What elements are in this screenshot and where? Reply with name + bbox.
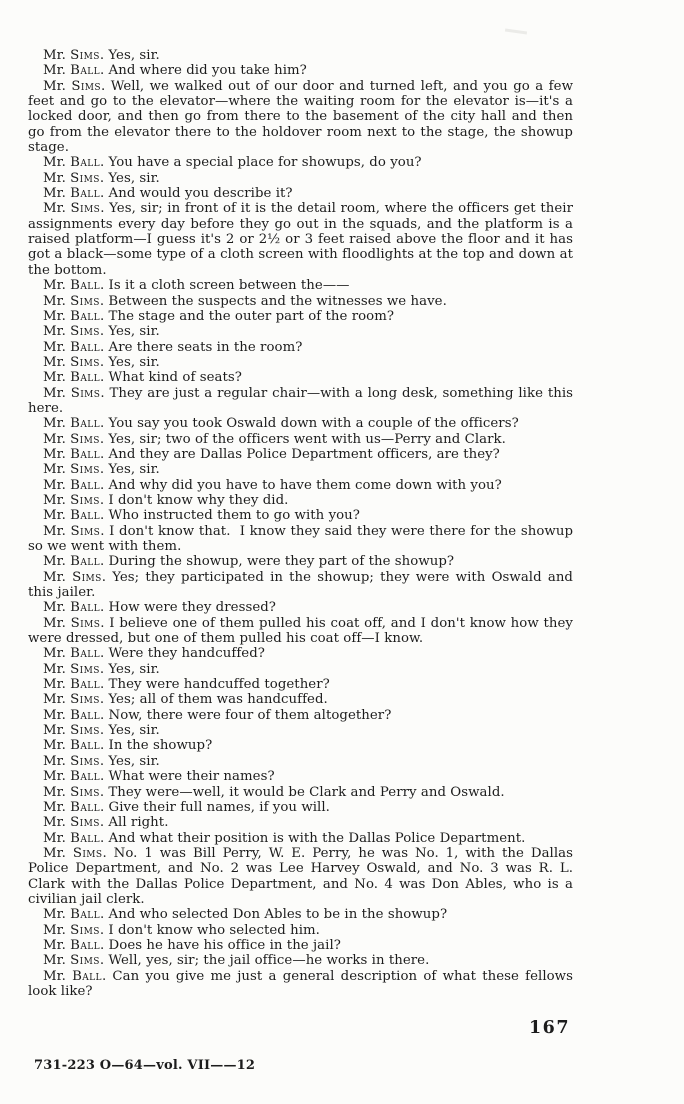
speaker-surname: Sims [70, 170, 100, 186]
speaker-prefix: Mr. [43, 953, 66, 969]
dialogue-paragraph [28, 600, 573, 615]
speech-text: . Does he have his office in the jail? [100, 937, 341, 953]
dialogue-paragraph [28, 508, 573, 523]
speech-text: . Yes, sir. [99, 661, 160, 677]
speaker-surname: Ball [70, 677, 100, 693]
speech-text: . I don't know who selected him. [99, 922, 320, 938]
speech-text: . And where did you take him? [100, 63, 307, 79]
speaker-prefix: Mr. [43, 937, 66, 953]
dialogue-paragraph [28, 416, 573, 431]
dialogue-paragraph [28, 524, 573, 555]
speaker-prefix: Mr. [43, 63, 66, 79]
speaker-surname: Ball [70, 446, 100, 462]
speaker-name [43, 79, 101, 94]
speech-text: . Yes, sir. [99, 753, 160, 769]
speaker-prefix: Mr. [43, 278, 66, 294]
speaker-surname: Sims [70, 661, 100, 677]
dialogue-paragraph [28, 907, 573, 922]
dialogue-paragraph [28, 370, 573, 385]
speaker-prefix: Mr. [43, 324, 66, 340]
speaker-name [43, 340, 100, 355]
speaker-name [43, 63, 100, 78]
dialogue-paragraph [28, 462, 573, 477]
speech-text: . Yes, sir. [99, 462, 160, 478]
speech-text: . You have a special place for showups, do you? [100, 155, 422, 171]
speech-text: . Yes, sir. [99, 48, 160, 63]
speaker-name [43, 692, 100, 707]
speaker-prefix: Mr. [43, 523, 66, 539]
speaker-name [43, 493, 100, 508]
speaker-name [43, 432, 100, 447]
speech-text: . I don't know why they did. [99, 492, 289, 508]
speaker-surname: Ball [70, 707, 100, 723]
dialogue-paragraph [28, 340, 573, 355]
speaker-name [43, 769, 100, 784]
dialogue-paragraph [28, 831, 573, 846]
dialogue-paragraph [28, 769, 573, 784]
speaker-prefix: Mr. [43, 615, 66, 631]
dialogue-paragraph [28, 969, 573, 1000]
page-number: 167 [529, 1018, 571, 1038]
speaker-surname: Sims [70, 354, 100, 370]
dialogue-paragraph [28, 785, 573, 800]
speaker-surname: Sims [70, 922, 100, 938]
speaker-name [43, 201, 100, 216]
speaker-prefix: Mr. [43, 569, 66, 585]
speaker-prefix: Mr. [43, 477, 66, 493]
speech-text: . And why did you have to have them come down with you? [100, 477, 502, 493]
speech-text: . I don't know that. I know they said they were there for the showup so we went with them. [28, 523, 574, 554]
speech-text: . Well, yes, sir; the jail office—he works in there. [99, 953, 430, 969]
speaker-surname: Ball [70, 554, 100, 570]
dialogue-paragraph [28, 923, 573, 938]
speech-text: . They are just a regular chair—with a long desk, something like this here. [28, 385, 573, 416]
dialogue-paragraph [28, 478, 573, 493]
speaker-name [43, 309, 100, 324]
speaker-name [43, 155, 100, 170]
speaker-prefix: Mr. [43, 738, 66, 754]
dialogue-paragraph [28, 738, 573, 753]
speaker-name [43, 907, 100, 922]
dialogue-paragraph [28, 815, 573, 830]
speaker-name [43, 186, 100, 201]
speech-text: . Who instructed them to go with you? [100, 508, 360, 524]
dialogue-paragraph [28, 723, 573, 738]
speaker-prefix: Mr. [43, 446, 66, 462]
dialogue-paragraph [28, 646, 573, 661]
speaker-prefix: Mr. [43, 293, 66, 309]
speaker-name [43, 815, 100, 830]
dialogue-paragraph [28, 846, 573, 907]
speaker-surname: Sims [70, 753, 100, 769]
speaker-prefix: Mr. [43, 799, 66, 815]
speech-text: . Well, we walked out of our door and turned left, and you go a few feet and go to the elevator—where the waiting room for the elevator is—it's a locked door, and then go from there to the basement of the city hall and then go from the elevator there to the holdover room next to the stage, the showup stage. [28, 78, 573, 156]
speech-text: . In the showup? [100, 738, 213, 754]
speech-text: . Were they handcuffed? [100, 646, 265, 662]
speech-text: . Now, there were four of them altogether? [100, 707, 392, 723]
speech-text: . Yes, sir; in front of it is the detail room, where the officers get their assignments every day before they go out in the squads, and the platform is a raised platform—I guess it's 2 or 2½ or 3 feet raised above the floor and it has got a black—some type of a cloth screen with floodlights at the top and down at the bottom. [28, 201, 573, 278]
dialogue-paragraph [28, 294, 573, 309]
dialogue-paragraph [28, 616, 573, 647]
speech-text: . Yes; all of them was handcuffed. [99, 692, 328, 708]
speech-text: . All right. [99, 815, 169, 831]
speaker-prefix: Mr. [43, 508, 66, 524]
speaker-surname: Ball [70, 646, 100, 662]
speech-text: . Yes, sir; two of the officers went with us—Perry and Clark. [99, 431, 506, 447]
speaker-prefix: Mr. [43, 845, 66, 861]
speaker-name [43, 462, 100, 477]
speech-text: . Yes, sir. [99, 170, 160, 186]
speaker-name [43, 355, 100, 370]
speaker-surname: Ball [70, 769, 100, 785]
speaker-surname: Ball [70, 508, 100, 524]
dialogue-paragraph [28, 570, 573, 601]
speaker-prefix: Mr. [43, 707, 66, 723]
speaker-name [43, 969, 102, 984]
speech-text: . And what their position is with the Dallas Police Department. [100, 830, 526, 846]
dialogue-paragraph [28, 447, 573, 462]
speaker-prefix: Mr. [43, 692, 66, 708]
speaker-name [43, 846, 102, 861]
speaker-prefix: Mr. [43, 339, 66, 355]
speech-text: . And they are Dallas Police Department officers, are they? [100, 446, 500, 462]
speaker-name [43, 646, 100, 661]
speech-text: . Yes, sir. [99, 324, 160, 340]
dialogue-paragraph [28, 754, 573, 769]
speaker-prefix: Mr. [43, 370, 66, 386]
speaker-surname: Ball [70, 799, 100, 815]
speaker-name [43, 616, 100, 631]
speaker-prefix: Mr. [43, 492, 66, 508]
dialogue-paragraph [28, 355, 573, 370]
speech-text: . I believe one of them pulled his coat off, and I don't know how they were dressed, but one of them pulled his coat off—I know. [28, 615, 573, 647]
speaker-prefix: Mr. [43, 48, 66, 63]
speaker-surname: Sims [70, 385, 101, 401]
speaker-name [43, 171, 100, 186]
speech-text: . They were—well, it would be Clark and Perry and Oswald. [99, 784, 505, 800]
speaker-name [43, 48, 100, 63]
speaker-name [43, 600, 100, 615]
speech-text: . Give their full names, if you will. [100, 799, 330, 815]
speaker-surname: Ball [72, 968, 102, 984]
speaker-name [43, 324, 100, 339]
speaker-prefix: Mr. [43, 769, 66, 785]
speaker-surname: Ball [70, 308, 100, 324]
dialogue-paragraph [28, 155, 573, 170]
speech-text: . Are there seats in the room? [100, 339, 303, 355]
speaker-prefix: Mr. [43, 661, 66, 677]
speech-text: . What kind of seats? [100, 370, 242, 386]
speaker-name [43, 723, 100, 738]
speaker-surname: Sims [72, 845, 103, 861]
speaker-surname: Sims [72, 569, 102, 585]
speech-text: . And would you describe it? [100, 186, 293, 202]
speaker-name [43, 386, 100, 401]
dialogue-paragraph [28, 677, 573, 692]
speaker-name [43, 785, 100, 800]
speaker-prefix: Mr. [43, 677, 66, 693]
dialogue-paragraph [28, 493, 573, 508]
speaker-surname: Sims [70, 692, 100, 708]
speaker-name [43, 923, 100, 938]
speaker-prefix: Mr. [43, 170, 66, 186]
dialogue-paragraph [28, 953, 573, 968]
speaker-prefix: Mr. [43, 431, 66, 447]
dialogue-paragraph [28, 554, 573, 569]
speaker-surname: Sims [70, 492, 100, 508]
dialogue-paragraph [28, 708, 573, 723]
speaker-name [43, 953, 100, 968]
scan-artifact-mark [505, 28, 527, 34]
dialogue-paragraph [28, 309, 573, 324]
dialogue-paragraph [28, 48, 573, 63]
speaker-name [43, 677, 100, 692]
dialogue-paragraph [28, 938, 573, 953]
speaker-surname: Ball [70, 416, 100, 432]
speaker-name [43, 708, 100, 723]
speaker-surname: Sims [70, 293, 100, 309]
speaker-name [43, 447, 100, 462]
speech-text: . Can you give me just a general description of what these fellows look like? [28, 968, 573, 999]
speech-text: . Yes; they participated in the showup; they were with Oswald and this jailer. [28, 569, 573, 601]
speaker-prefix: Mr. [43, 646, 66, 662]
speech-text: . They were handcuffed together? [100, 677, 330, 693]
speaker-surname: Ball [70, 907, 100, 923]
speaker-prefix: Mr. [43, 922, 66, 938]
speaker-name [43, 508, 100, 523]
speaker-prefix: Mr. [43, 907, 66, 923]
speaker-prefix: Mr. [43, 186, 66, 202]
speaker-prefix: Mr. [43, 723, 66, 739]
speaker-prefix: Mr. [43, 78, 66, 94]
speaker-prefix: Mr. [43, 554, 66, 570]
speaker-prefix: Mr. [43, 385, 66, 401]
speaker-surname: Sims [70, 784, 100, 800]
speaker-name [43, 370, 100, 385]
speaker-surname: Ball [70, 370, 100, 386]
speaker-surname: Sims [70, 815, 100, 831]
speaker-surname: Ball [70, 600, 100, 616]
speaker-surname: Sims [70, 953, 100, 969]
speaker-prefix: Mr. [43, 830, 66, 846]
dialogue-paragraph [28, 171, 573, 186]
dialogue-paragraph [28, 800, 573, 815]
speaker-name [43, 278, 100, 293]
speech-text: . Yes, sir. [99, 354, 160, 370]
speaker-prefix: Mr. [43, 416, 66, 432]
dialogue-paragraph [28, 201, 573, 278]
speaker-name [43, 478, 100, 493]
speaker-prefix: Mr. [43, 968, 66, 984]
speaker-prefix: Mr. [43, 308, 66, 324]
speaker-surname: Sims [70, 431, 100, 447]
dialogue-paragraph [28, 324, 573, 339]
speech-text: . You say you took Oswald down with a couple of the officers? [100, 416, 519, 432]
speaker-name [43, 524, 100, 539]
speech-text: . What were their names? [100, 769, 275, 785]
speaker-prefix: Mr. [43, 784, 66, 800]
speaker-surname: Ball [70, 278, 100, 294]
speaker-prefix: Mr. [43, 815, 66, 831]
speaker-name [43, 416, 100, 431]
speaker-surname: Sims [70, 48, 100, 63]
dialogue-paragraph [28, 63, 573, 78]
speech-text: . Yes, sir. [99, 723, 160, 739]
speaker-surname: Sims [71, 78, 101, 94]
dialogue-paragraph [28, 386, 573, 417]
speaker-name [43, 938, 100, 953]
dialogue-paragraph [28, 432, 573, 447]
speaker-surname: Ball [70, 63, 100, 79]
speaker-prefix: Mr. [43, 462, 66, 478]
speech-text: . And who selected Don Ables to be in the showup? [100, 907, 448, 923]
dialogue-paragraph [28, 692, 573, 707]
speaker-surname: Sims [70, 523, 101, 539]
speaker-surname: Ball [70, 937, 100, 953]
dialogue-paragraph [28, 186, 573, 201]
speaker-prefix: Mr. [43, 155, 66, 171]
speaker-surname: Ball [70, 738, 100, 754]
speaker-prefix: Mr. [43, 201, 66, 217]
speech-text: . The stage and the outer part of the room? [100, 308, 395, 324]
speaker-name [43, 800, 100, 815]
speaker-name [43, 554, 100, 569]
speaker-name [43, 570, 102, 585]
dialogue-paragraph [28, 662, 573, 677]
speaker-name [43, 294, 100, 309]
speaker-surname: Sims [70, 201, 101, 217]
speech-text: . How were they dressed? [100, 600, 276, 616]
speaker-surname: Ball [70, 155, 100, 171]
speaker-surname: Sims [70, 324, 100, 340]
dialogue-paragraph [28, 79, 573, 156]
transcript [28, 48, 573, 999]
speaker-surname: Ball [70, 830, 100, 846]
speech-text: . Between the suspects and the witnesses we have. [99, 293, 447, 309]
speaker-surname: Sims [70, 615, 101, 631]
speaker-prefix: Mr. [43, 753, 66, 769]
speaker-name [43, 738, 100, 753]
speaker-surname: Ball [70, 339, 100, 355]
speaker-surname: Ball [70, 477, 100, 493]
speech-text: . During the showup, were they part of the showup? [100, 554, 455, 570]
speaker-prefix: Mr. [43, 354, 66, 370]
speaker-name [43, 831, 100, 846]
dialogue-paragraph [28, 278, 573, 293]
speaker-name [43, 662, 100, 677]
speaker-prefix: Mr. [43, 600, 66, 616]
speaker-name [43, 754, 100, 769]
speaker-surname: Ball [70, 186, 100, 202]
speech-text: . No. 1 was Bill Perry, W. E. Perry, he was No. 1, with the Dallas Police Department, and No. 2 was Lee Harvey Oswald, and No. 3 was R. L. Clark with the Dallas Police Department, and No. 4 was Don Ables, who is a civilian jail clerk. [28, 845, 573, 907]
print-imprint: 731-223 O—64—vol. VII——12 [34, 1058, 256, 1073]
speech-text: . Is it a cloth screen between the—— [100, 278, 350, 294]
speaker-surname: Sims [70, 462, 100, 478]
speaker-surname: Sims [70, 723, 100, 739]
